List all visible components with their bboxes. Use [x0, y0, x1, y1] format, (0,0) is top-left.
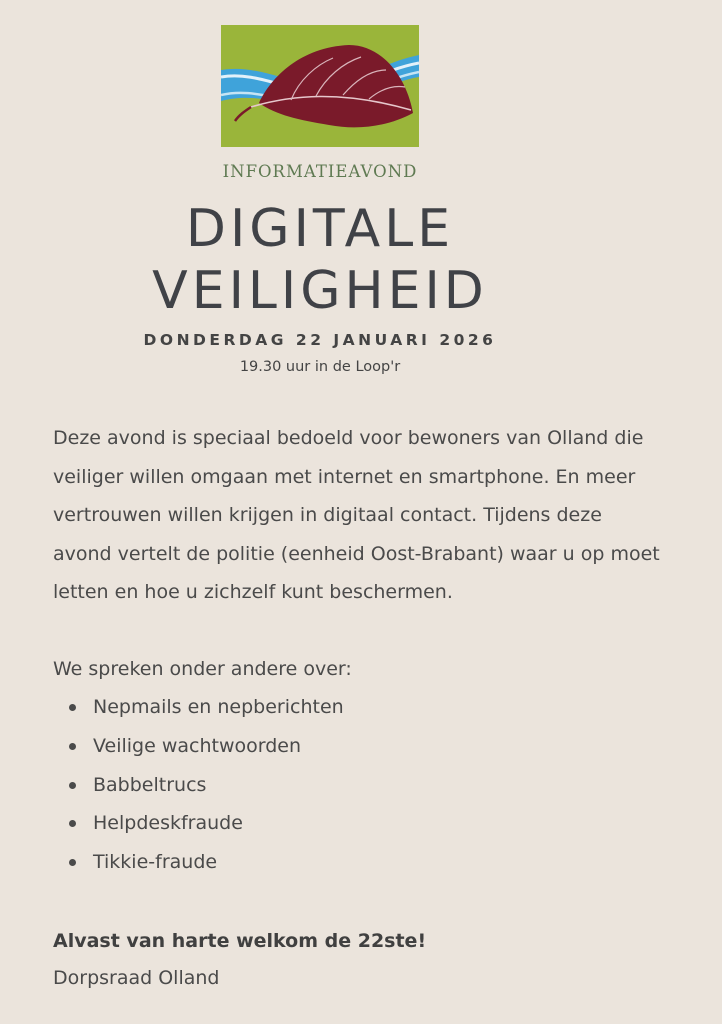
list-item [53, 766, 344, 805]
list-item [53, 727, 344, 766]
leaf-icon [221, 25, 419, 147]
list-item [53, 688, 344, 727]
list-item-label: Veilige wachtwoorden [93, 734, 302, 757]
bullet-icon [69, 782, 76, 789]
signature: Dorpsraad Olland [53, 967, 220, 989]
topics-list [53, 688, 344, 882]
intro-line: vertrouwen willen krijgen in digitaal contact. Tijdens deze [53, 504, 602, 526]
intro-line: Deze avond is speciaal bedoeld voor bewoners van Olland die [53, 427, 644, 449]
list-item-label: Tikkie-fraude [93, 851, 218, 874]
intro-line: veiliger willen omgaan met internet en smartphone. En meer [53, 465, 636, 488]
page-title-line1: DIGITALE [185, 199, 455, 259]
leaf-over-river-logo [221, 25, 419, 147]
list-item-label: Nepmails en nepberichten [93, 696, 344, 718]
welcome-message: Alvast van harte welkom de 22ste! [53, 930, 427, 952]
bullet-icon [69, 820, 76, 827]
list-item [53, 804, 344, 843]
bullet-icon [69, 704, 76, 711]
event-date: DONDERDAG 22 JANUARI 2026 [143, 331, 497, 349]
topics-lead: We spreken onder andere over: [53, 658, 352, 680]
event-time-place: 19.30 uur in de Loop'r [239, 359, 401, 375]
list-item-label: Babbeltrucs [93, 773, 207, 796]
intro-line: letten en hoe u zichzelf kunt beschermen. [53, 581, 453, 603]
intro-paragraph [53, 419, 673, 612]
bullet-icon [69, 859, 76, 866]
list-item [53, 843, 344, 882]
intro-line: avond vertelt de politie (eenheid Oost-Brabant) waar u op moet [53, 542, 660, 565]
page-title-line2: VEILIGHEID [152, 261, 488, 321]
list-item-label: Helpdeskfraude [93, 812, 243, 835]
bullet-icon [69, 743, 76, 750]
event-type-label: INFORMATIEAVOND [222, 162, 418, 181]
